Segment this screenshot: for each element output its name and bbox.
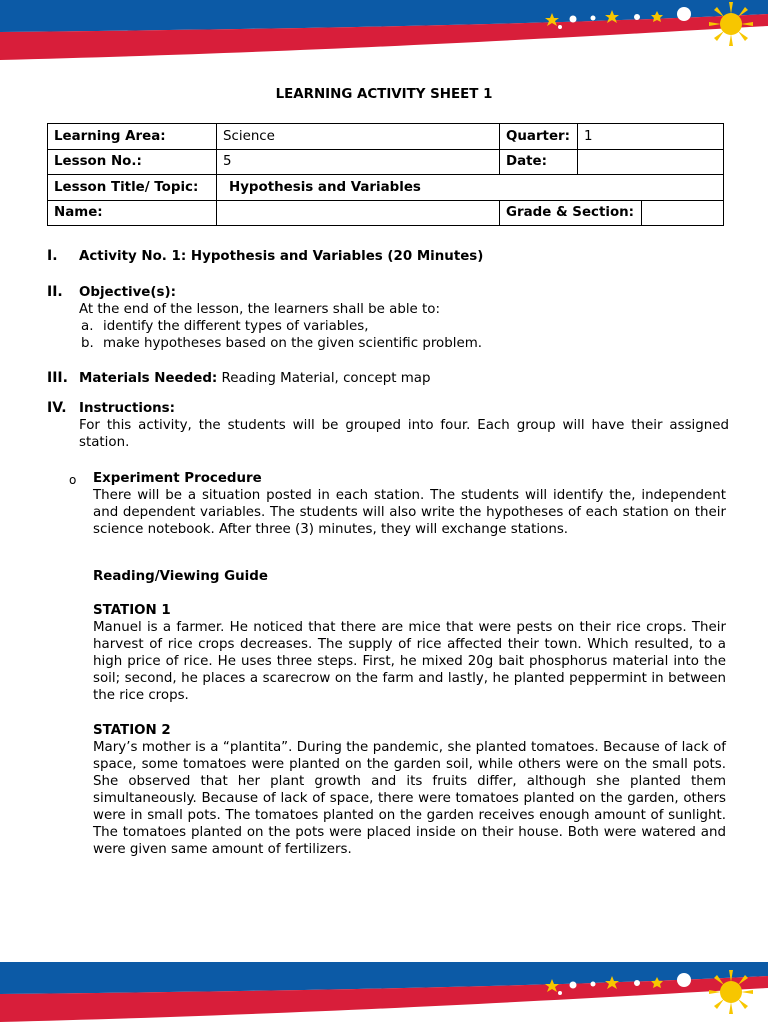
station-title: STATION 1: [93, 603, 171, 618]
learning-area-label: Learning Area:: [48, 124, 217, 150]
bullet-marker: o: [69, 473, 77, 487]
lesson-info-table: [47, 123, 724, 226]
reading-guide-title: Reading/Viewing Guide: [93, 569, 268, 584]
page-title: LEARNING ACTIVITY SHEET 1: [275, 87, 493, 102]
sun-icon: [709, 2, 753, 46]
station-1: [93, 602, 726, 704]
list-marker: b.: [81, 336, 94, 351]
section-title: Activity No. 1: Hypothesis and Variables (20 Minutes): [79, 249, 484, 264]
station-2: [93, 722, 726, 858]
station-title: STATION 2: [93, 723, 171, 738]
station-text: Mary’s mother is a “plantita”. During the pandemic, she planted tomatoes. Because of lack of space, some tomatoes were planted on the garden soil, while others were on the small pots. She observed that her plant growth and its fruits differ, although she planted them simultaneously. Because of lack of space, there were tomatoes planted on the garden, others were in small pots. The tomatoes planted on the garden receives enough amount of sunlight. The tomatoes planted on the pots were placed inside on their house. Both were watered and were given same amount of fertilizers.: [93, 740, 726, 857]
table-row: [48, 149, 724, 175]
footer-banner: [0, 962, 768, 1024]
quarter-label: Quarter:: [500, 124, 578, 150]
list-item-text: identify the different types of variables,: [103, 319, 369, 334]
grade-section-field[interactable]: [642, 200, 724, 226]
objectives-intro: At the end of the lesson, the learners shall be able to:: [79, 302, 441, 317]
table-row: [48, 200, 724, 226]
table-row: [48, 175, 724, 201]
procedure-text: There will be a situation posted in each station. The students will identify the, independent and dependent variables. The students will also write the hypotheses of each station on their science notebook. After three (3) minutes, they will exchange stations.: [93, 488, 726, 537]
list-item-text: make hypotheses based on the given scientific problem.: [103, 336, 482, 351]
header-banner: [0, 0, 768, 62]
name-label: Name:: [48, 200, 217, 226]
section-title: Objective(s):: [79, 285, 176, 300]
lesson-no-value: 5: [217, 149, 500, 175]
instructions-text: For this activity, the students will be grouped into four. Each group will have their assigned station.: [79, 418, 729, 450]
date-field[interactable]: [578, 149, 724, 175]
section-number: I.: [47, 248, 58, 264]
lesson-title-label: Lesson Title/ Topic:: [48, 175, 217, 201]
lesson-title-value: Hypothesis and Variables: [217, 175, 724, 201]
lesson-no-label: Lesson No.:: [48, 149, 217, 175]
section-title: Materials Needed:: [79, 371, 218, 386]
section-title: Instructions:: [79, 401, 176, 416]
date-label: Date:: [500, 149, 578, 175]
section-number: II.: [47, 284, 63, 300]
list-marker: a.: [81, 319, 94, 334]
procedure-title: Experiment Procedure: [93, 471, 262, 486]
grade-section-label: Grade & Section:: [500, 200, 642, 226]
materials-text: Reading Material, concept map: [221, 371, 431, 386]
table-row: [48, 124, 724, 150]
name-field[interactable]: [217, 200, 500, 226]
list-item: [79, 335, 729, 352]
section-number: III.: [47, 370, 68, 386]
learning-area-value: Science: [217, 124, 500, 150]
list-item: [79, 318, 729, 335]
sun-icon: [709, 970, 753, 1014]
experiment-procedure: [93, 470, 726, 538]
quarter-value: 1: [578, 124, 724, 150]
station-text: Manuel is a farmer. He noticed that there are mice that were pests on their rice crops. Their harvest of rice crops decreases. The supply of rice affected their town. Which resulted, to a high price of rice. He uses three steps. First, he mixed 20g bait phosphorus material into the soil; second, he places a scarecrow on the farm and lastly, he planted peppermint in between the rice crops.: [93, 620, 726, 703]
section-number: IV.: [47, 400, 67, 416]
